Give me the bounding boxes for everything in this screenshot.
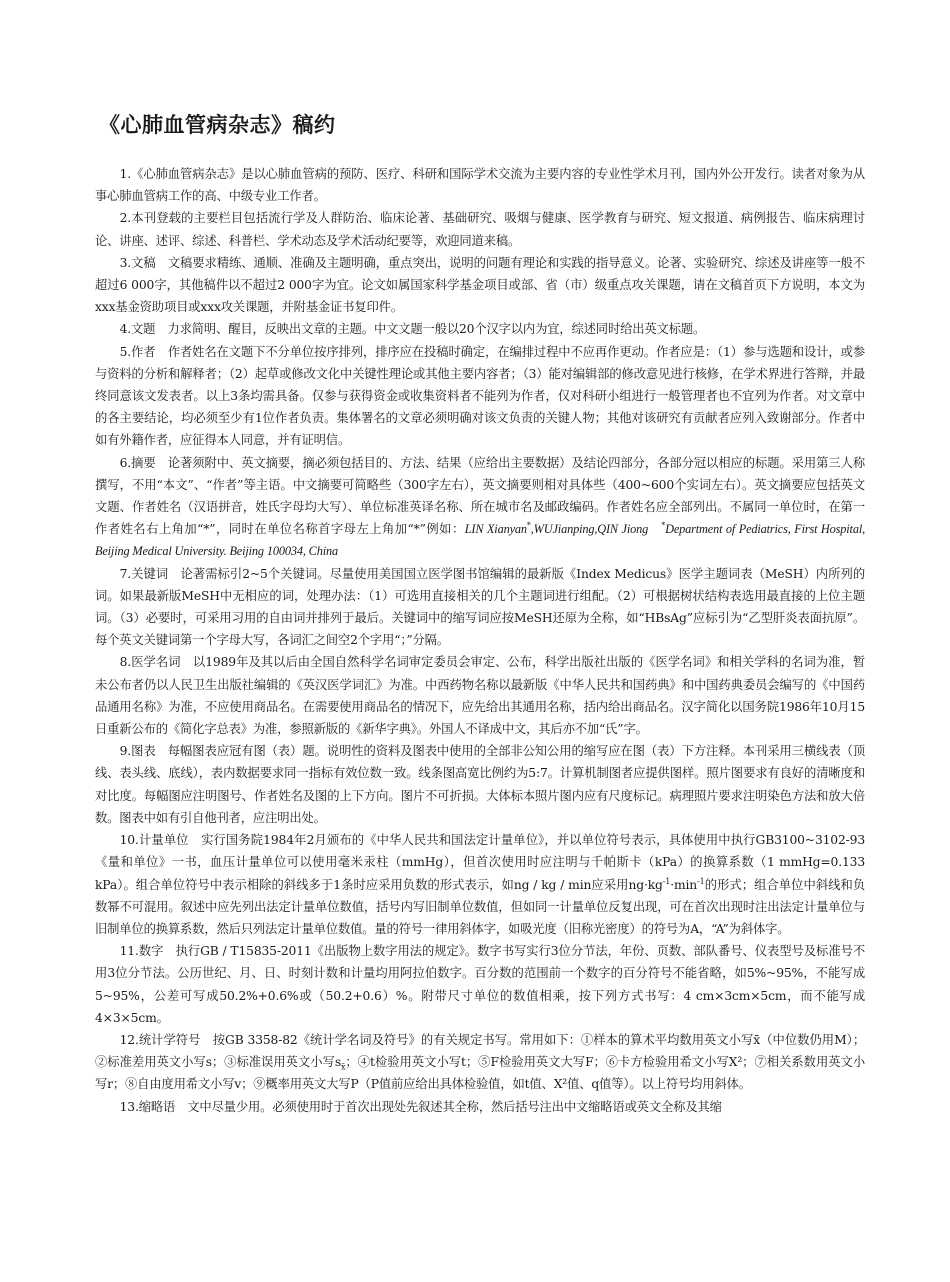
example-department: Department of Pediatrics, First Hospital, Beijing Medical University. Beijing 100034, China	[95, 522, 866, 559]
example-dept-mark: *	[661, 521, 666, 531]
paragraph-12-rest: ；④t检验用英文小写t；⑤F检验用英文大写F；⑥卡方检验用希文小写X²；⑦相关系数用英文小写r；⑧自由度用希文小写v；⑨概率用英文大写P（P值前应给出具体检验值，如t值、X²值、q值等）。以上符号均用斜体。	[95, 1055, 865, 1092]
document-body	[95, 163, 865, 1118]
paragraph-3: 3.文稿 文稿要求精练、通顺、准确及主题明确，重点突出，说明的问题有理论和实践的指导意义。论著、实验研究、综述及讲座等一般不超过6 000字，其他稿件以不超过2 000字为宜。论文如属国家科学基金项目或部、省（市）级重点攻关课题，请在文稿首页下方说明，本文为xxx基金资助项目或xxx攻关课题，并附基金证书复印件。	[95, 255, 865, 315]
paragraph-10-sup-1: -1	[662, 876, 671, 886]
paragraph-5: 5.作者 作者姓名在文题下不分单位按序排列，排序应在投稿时确定，在编排过程中不应再作更动。作者应是：（1）参与选题和设计，或参与资料的分析和解释者；（2）起草或修改文化中关键性理论或其他主要内容者；（3）能对编辑部的修改意见进行核修，在学术界进行答辩，并最终同意该文发表者。以上3条均需具备。仅参与获得资金或收集资料者不能列为作者，仅对科研小组进行一般管理者也不宜列为作者。对文章中的各主要结论，均必须至少有1位作者负责。集体署名的文章必须明确对该文负责的关键人物；其他对该研究有贡献者应列入致谢部分。作者中如有外籍作者，应征得本人同意，并有证明信。	[95, 344, 865, 448]
paragraph-1: 1.《心肺血管病杂志》是以心肺血管病的预防、医疗、科研和国际学术交流为主要内容的专业性学术月刊，国内外公开发行。读者对象为从事心肺血管病工作的高、中级专业工作者。	[95, 167, 865, 204]
example-author-mark: *	[526, 521, 531, 531]
paragraph-7: 7.关键词 论著需标引2~5个关键词。尽量使用美国国立医学图书馆编辑的最新版《Index Medicus》医学主题词表（MeSH）内所列的词。如果最新版MeSH中无相应的词，处理办法：（1）可选用直接相关的几个主题词进行组配。（2）可根据树状结构表选用最直接的上位主题词。（3）必要时，可采用习用的自由词并排列于最后。关键词中的缩写词应按MeSH还原为全称，如“HBsAg”应标引为“乙型肝炎表面抗原”。每个英文关键词第一个字母大写，各词汇之间空2个字用“；”分隔。	[95, 566, 865, 648]
paragraph-10-text: 10.计量单位 实行国务院1984年2月颁布的《中华人民共和国法定计量单位》，并以单位符号表示，具体使用中执行GB3100~3102-93《量和单位》一书，血压计量单位可以使用毫米汞柱（mmHg），但首次使用时应注明与千帕斯卡（kPa）的换算系数（1 mmHg=0.133 kPa）。组合单位符号中表示相除的斜线多于1条时应采用负数的形式表示，如ng / kg / min应采用ng·kg	[95, 833, 865, 892]
paragraph-9: 9.图表 每幅图表应冠有图（表）题。说明性的资料及图表中使用的全部非公知公用的缩写应在图（表）下方注释。本刊采用三横线表（顶线、表头线、底线），表内数据要求同一指标有效位数一致。线条图高宽比例约为5:7。计算机制图者应提供图样。照片图要求有良好的清晰度和对比度。每幅图应注明图号、作者姓名及图的上下方向。图片不可折损。大体标本照片图内应有尺度标记。病理照片要求注明染色方法和放大倍数。图表中如有引自他刊者，应注明出处。	[95, 744, 865, 825]
paragraph-10-sup-2: -1	[697, 876, 705, 886]
paragraph-13: 13.缩略语 文中尽量少用。必须使用时于首次出现处先叙述其全称，然后括号注出中文缩略语或英文全称及其缩	[119, 1099, 722, 1114]
paragraph-8: 8.医学名词 以1989年及其以后由全国自然科学名词审定委员会审定、公布，科学出版社出版的《医学名词》和相关学科的名词为准，暂未公布者仍以人民卫生出版社编辑的《英汉医学词汇》为准。中西药物名称以最新版《中华人民共和国药典》和中国药典委员会编写的《中国药品通用名称》为准，不应使用商品名。在需要使用商品名的情况下，应先给出其通用名称，括内给出商品名。汉字简化以国务院1986年10月15日重新公布的《简化字总表》为准，参照新版的《新华字典》。外国人不译成中文，其后亦不加“氏”字。	[95, 655, 865, 737]
paragraph-12-sub: x̄	[341, 1062, 346, 1072]
example-authors: LIN Xianyan	[464, 522, 527, 537]
paragraph-12	[95, 1029, 865, 1096]
paragraph-11: 11.数字 执行GB / T15835-2011《出版物上数字用法的规定》。数字书写实行3位分节法，年份、页数、部队番号、仪表型号及标准号不用3位分节法。公历世纪、月、日、时刻计数和计量均用阿拉伯数字。百分数的范围前一个数字的百分符号不能省略，如5%~95%，不能写成5~95%，公差可写成50.2%+0.6%或（50.2+0.6）%。附带尺寸单位的数值相乘，按下列方式书写：4 cm×3cm×5cm，而不能写成4×3×5cm。	[95, 944, 865, 1025]
paragraph-10-mid: ·min	[670, 877, 698, 892]
paragraph-10	[95, 829, 865, 940]
paragraph-2: 2.本刊登载的主要栏目包括流行学及人群防治、临床论著、基础研究、吸烟与健康、医学教育与研究、短文报道、病例报告、临床病理讨论、讲座、述评、综述、科普栏、学术动态及学术活动纪要等，欢迎同道来稿。	[95, 211, 865, 248]
paragraph-6-text: 6.摘要 论著须附中、英文摘要，摘必须包括目的、方法、结果（应给出主要数据）及结论四部分，各部分冠以相应的标题。采用第三人称撰写，不用“本文”、“作者”等主语。中文摘要可简略些（300字左右），英文摘要则相对具体些（400~600个实词左右）。英文摘要应包括英文文题、作者姓名（汉语拼音，姓氏字母均大写）、单位标准英译名称、所在城市名及邮政编码。作者姓名应全部列出。不属同一单位时，在第一作者姓名右上角加“*”，同时在单位名称首字母左上角加“*”例如：	[95, 455, 865, 537]
paragraph-10-rest: 的形式；组合单位中斜线和负数幂不可混用。叙述中应先列出法定计量单位数值，括号内写旧制单位数值，但如同一计量单位反复出现，可在首次出现时注出法定计量单位与旧制单位的换算系数，然后只列法定计量单位数值。量的符号一律用斜体字，如吸光度（旧称光密度）的符号为A，“A”为斜体字。	[95, 877, 865, 936]
document-title: 《心肺血管病杂志》稿约	[99, 113, 336, 137]
example-authors-rest: ,WUJianping,QIN Jiong	[530, 522, 649, 537]
paragraph-6	[95, 452, 865, 563]
paragraph-12-text: 12.统计学符号 按GB 3358-82《统计学名词及符号》的有关规定书写。常用如下：①样本的算术平均数用英文小写x̄（中位数仍用M）；②标准差用英文小写s；③标准误用英文小写s	[95, 1032, 865, 1070]
paragraph-4: 4.文题 力求简明、醒目，反映出文章的主题。中文文题一般以20个汉字以内为宜，综述同时给出英文标题。	[119, 322, 706, 337]
